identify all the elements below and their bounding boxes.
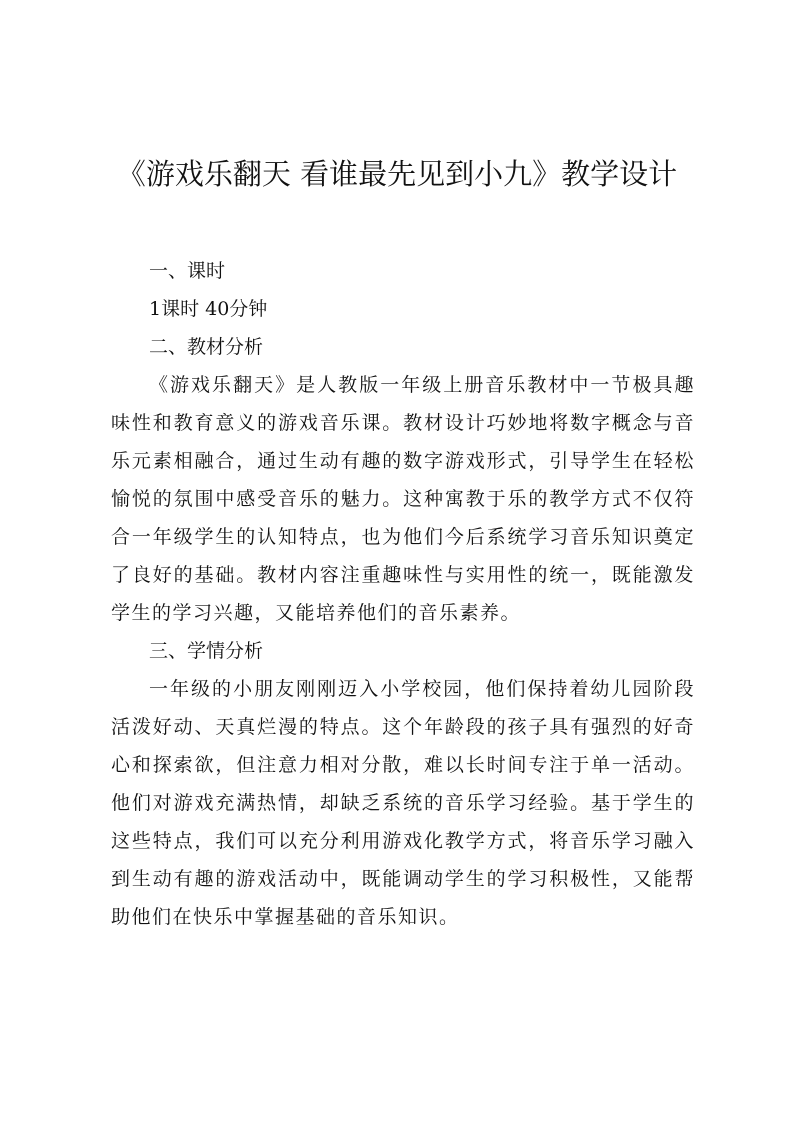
section-heading-student-analysis: 三、学情分析 [149, 640, 264, 662]
class-hours-text: 1课时 40分钟 [149, 298, 268, 320]
section-heading-class-hours: 一、课时 [149, 260, 226, 282]
document-title: 《游戏乐翻天 看谁最先见到小九》教学设计 [116, 157, 678, 191]
textbook-analysis-paragraph: 《游戏乐翻天》是人教版一年级上册音乐教材中一节极具趣味性和教育意义的游戏音乐课。教材设计巧妙地将数字概念与音乐元素相融合，通过生动有趣的数字游戏形式，引导学生在轻松愉悦的氛围中感受音乐的魅力。这种寓教于乐的教学方式不仅符合一年级学生的认知特点，也为他们今后系统学习音乐知识奠定了良好的基础。教材内容注重趣味性与实用性的统一，既能激发学生的学习兴趣，又能培养他们的音乐素养。 [111, 374, 695, 624]
student-analysis-paragraph: 一年级的小朋友刚刚迈入小学校园，他们保持着幼儿园阶段活泼好动、天真烂漫的特点。这个年龄段的孩子具有强烈的好奇心和探索欲，但注意力相对分散，难以长时间专注于单一活动。他们对游戏充满热情，却缺乏系统的音乐学习经验。基于学生的这些特点，我们可以充分利用游戏化教学方式，将音乐学习融入到生动有趣的游戏活动中，既能调动学生的学习积极性，又能帮助他们在快乐中掌握基础的音乐知识。 [111, 678, 695, 928]
section-heading-textbook-analysis: 二、教材分析 [149, 336, 264, 358]
document-body [111, 252, 695, 936]
